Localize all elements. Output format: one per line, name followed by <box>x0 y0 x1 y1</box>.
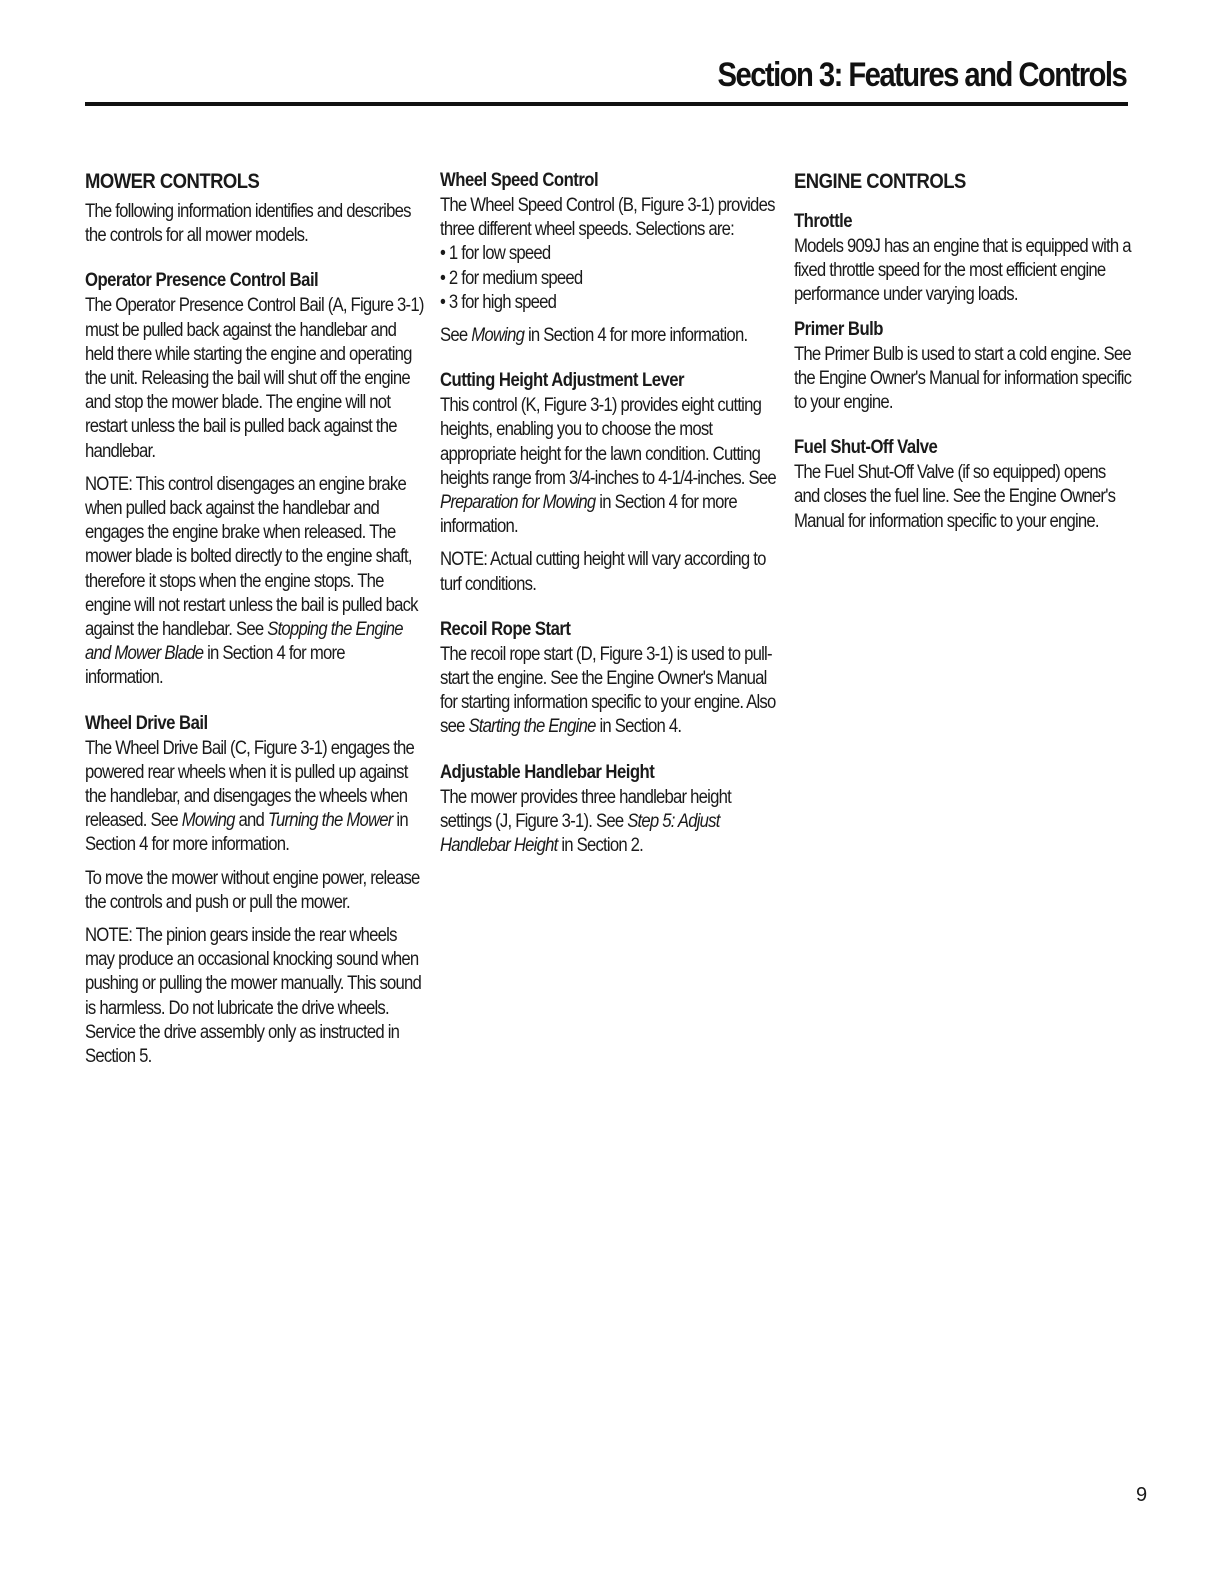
list-item: • 3 for high speed <box>440 291 779 315</box>
wheel-speed-see-tail: in Section 4 for more information. <box>524 325 748 347</box>
wheel-drive-text: The Wheel Drive Bail (C, Figure 3-1) engages the powered rear wheels when it is pulled up against the handlebar, and disengages the wheels when released. See <box>85 737 415 832</box>
recoil-start-body <box>440 643 779 740</box>
handlebar-height-text: The mower provides three handlebar height settings (J, Figure 3-1). See <box>440 786 731 832</box>
opc-note-text: NOTE: This control disengages an engine brake when pulled back against the handlebar and engages the engine brake when released. The mower blade is bolted directly to the engine shaft, therefore it stops when the engine stops. The engine will not restart unless the bail is pulled back against the handlebar. See <box>85 473 418 641</box>
column-3-text <box>794 168 1133 534</box>
recoil-start-heading: Recoil Rope Start <box>440 618 571 640</box>
wheel-drive-ref-mowing: Mowing <box>181 810 235 832</box>
opc-note-tail: in Section 4 for more information. <box>85 643 345 689</box>
primer-bulb-heading: Primer Bulb <box>794 318 883 340</box>
handlebar-height-body <box>440 786 779 859</box>
engine-controls-heading: ENGINE CONTROLS <box>794 170 966 193</box>
opc-body: The Operator Presence Control Bail (A, Figure 3-1) must be pulled back against the handlebar and held there while starting the engine and operating the unit. Releasing the bail will shut off the engine and stop the mower blade. The engine will not restart unless the bail is pulled back against the handlebar. <box>85 295 424 462</box>
cutting-height-heading: Cutting Height Adjustment Lever <box>440 370 685 392</box>
cutting-height-text: This control (K, Figure 3-1) provides eight cutting heights, enabling you to choose the most appropriate height for the lawn condition. Cutting heights range from 3/4-inches to 4-1/4-inches. See <box>440 395 776 489</box>
throttle-body: Models 909J has an engine that is equipped with a fixed throttle speed for the most efficient engine performance under varying loads. <box>794 236 1131 306</box>
mower-controls-heading: MOWER CONTROLS <box>85 170 260 193</box>
page-header <box>85 52 1128 106</box>
handlebar-height-tail: in Section 2. <box>557 835 644 857</box>
wheel-speed-see-ref: Mowing <box>471 325 525 347</box>
recoil-start-text: The recoil rope start (D, Figure 3-1) is used to pull-start the engine. See the Engine Owner's Manual for starting information specific to your engine. Also see <box>440 643 776 738</box>
pinion-note: NOTE: The pinion gears inside the rear wheels may produce an occasional knocking sound when pushing or pulling the mower manually. This sound is harmless. Do not lubricate the drive wheels. Service the drive assembly only as instructed in Section 5. <box>85 925 422 1068</box>
fuel-valve-body: The Fuel Shut-Off Valve (if so equipped) opens and closes the fuel line. See the Engine Owner's Manual for information specific to your engine. <box>794 462 1116 532</box>
cutting-height-ref: Preparation for Mowing <box>440 492 596 514</box>
mower-controls-intro: The following information identifies and describes the controls for all mower models. <box>85 201 411 247</box>
fuel-valve-heading: Fuel Shut-Off Valve <box>794 437 938 459</box>
primer-bulb-body: The Primer Bulb is used to start a cold engine. See the Engine Owner's Manual for information specific to your engine. <box>794 343 1132 414</box>
wheel-drive-body <box>85 737 424 858</box>
wheel-speed-body: The Wheel Speed Control (B, Figure 3-1) provides three different wheel speeds. Selections are: <box>440 195 775 241</box>
column-wheel-controls <box>440 168 780 858</box>
column-mower-controls <box>85 168 425 1069</box>
move-mower-text: To move the mower without engine power, release the controls and push or pull the mower. <box>85 867 420 913</box>
list-item: • 1 for low speed <box>440 242 779 266</box>
recoil-start-tail: in Section 4. <box>595 716 682 738</box>
wheel-speed-see-text: See <box>440 325 472 347</box>
wheel-drive-tail: in Section 4 for more information. <box>85 810 408 856</box>
list-item: • 2 for medium speed <box>440 267 779 291</box>
opc-note <box>85 473 424 691</box>
wheel-speed-heading: Wheel Speed Control <box>440 170 599 191</box>
column-engine-controls <box>794 168 1132 534</box>
page-title: Section 3: Features and Controls <box>717 56 1126 94</box>
page-number: 9 <box>1136 1484 1148 1506</box>
column-2-text <box>440 168 779 858</box>
recoil-start-ref: Starting the Engine <box>468 716 596 738</box>
column-1-text <box>85 168 424 1069</box>
opc-heading: Operator Presence Control Bail <box>85 270 319 292</box>
wheel-speed-see <box>440 324 779 348</box>
handlebar-height-ref: Step 5: Adjust Handlebar Height <box>440 810 720 857</box>
cutting-height-body <box>440 394 779 539</box>
cutting-height-note: NOTE: Actual cutting height will vary according to turf conditions. <box>440 549 766 595</box>
wheel-drive-and: and <box>234 810 268 832</box>
cutting-height-tail: in Section 4 for more information. <box>440 492 737 538</box>
wheel-drive-heading: Wheel Drive Bail <box>85 712 208 734</box>
handlebar-height-heading: Adjustable Handlebar Height <box>440 761 655 783</box>
wheel-drive-ref-turning: Turning the Mower <box>267 810 393 832</box>
opc-note-ref: Stopping the Engine and Mower Blade <box>85 619 403 665</box>
throttle-heading: Throttle <box>794 211 853 232</box>
wheel-speed-list <box>440 242 779 315</box>
